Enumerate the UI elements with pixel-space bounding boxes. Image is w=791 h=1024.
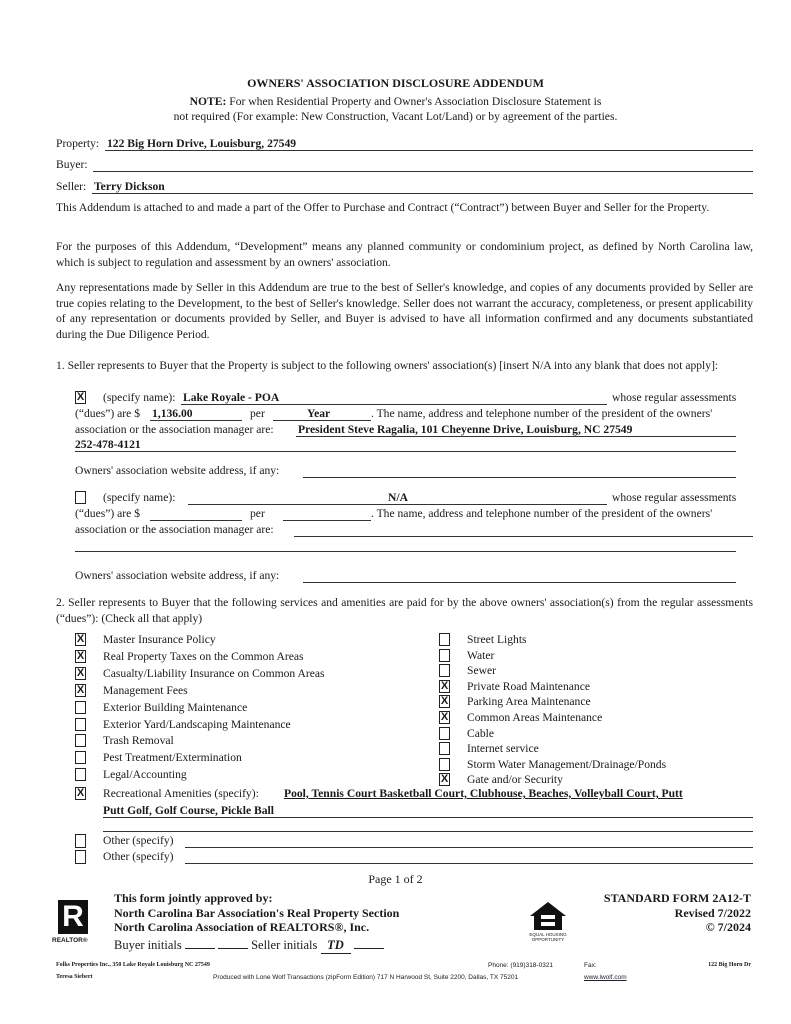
assoc1-phone-field[interactable]: 252-478-4121 xyxy=(75,438,141,451)
recreational-checkbox[interactable]: X xyxy=(76,787,85,799)
service-checkbox[interactable] xyxy=(439,633,450,646)
revised-date: Revised 7/2022 xyxy=(674,906,751,920)
assoc1-per-field[interactable]: Year xyxy=(307,407,331,420)
service-checkbox[interactable]: X xyxy=(76,633,85,645)
property-label: Property: xyxy=(56,137,100,150)
dues-label: (“dues”) are $ xyxy=(75,407,141,420)
service-checkbox[interactable] xyxy=(439,758,450,771)
service-checkbox[interactable]: X xyxy=(76,666,85,679)
fax-info: Fax: xyxy=(584,962,597,969)
service-checkbox[interactable] xyxy=(439,727,450,740)
copyright: © 7/2024 xyxy=(705,920,751,934)
recreational-label: Recreational Amenities (specify): xyxy=(103,787,259,800)
seller-initials-2[interactable] xyxy=(354,948,384,949)
page-number: Page 1 of 2 xyxy=(368,872,423,886)
recreational-field-line1[interactable]: Pool, Tennis Court Basketball Court, Clubhouse, Beaches, Volleyball Court, Putt xyxy=(284,787,683,800)
assoc2-checkbox[interactable] xyxy=(75,491,86,504)
approved-by: This form jointly approved by: xyxy=(114,891,273,905)
seller-initials-1[interactable]: TD xyxy=(321,938,351,954)
specify-label: (specify name): xyxy=(103,491,176,504)
equal-housing-text: EQUAL HOUSING OPPORTUNITY xyxy=(529,932,567,942)
dues-label: (“dues”) are $ xyxy=(75,507,141,520)
org-bar-association: North Carolina Bar Association's Real Property Section xyxy=(114,906,400,920)
section-1-intro: 1. Seller represents to Buyer that the Property is subject to the following owners' association(s) [insert N/A into any blank that does not apply]: xyxy=(56,359,719,372)
service-label: Gate and/or Security xyxy=(467,773,563,787)
note-label: NOTE: xyxy=(189,95,227,108)
service-label: Management Fees xyxy=(103,683,188,697)
service-label: Cable xyxy=(467,726,495,740)
office-info: Folks Properties Inc., 350 Lake Royale Louisburg NC 27549 xyxy=(56,962,210,968)
paragraph-representations: Any representations made by Seller in this Addendum are true to the best of Seller's knowledge, and copies of any documents provided by Seller are true copies relating to the Development, to the best of Seller's knowledge. Seller does not warrant the accuracy, completeness, or present applicability of any representation or documents provided by Seller, and Buyer is advised to have all information confirmed and any documents substantiated during the Due Diligence Period. xyxy=(56,281,753,341)
recreational-field-line2[interactable]: Putt Golf, Golf Course, Pickle Ball xyxy=(103,804,274,817)
service-label: Street Lights xyxy=(467,633,527,646)
service-checkbox[interactable]: X xyxy=(440,773,449,786)
assoc1-dues-field[interactable]: 1,136.00 xyxy=(152,407,193,420)
seller-label: Seller: xyxy=(56,180,87,193)
note-text: For when Residential Property and Owner's Association Disclosure Statement is xyxy=(229,95,602,108)
specify-label: (specify name): xyxy=(103,391,176,404)
service-label: Trash Removal xyxy=(103,734,174,748)
assoc-manager-label: association or the association manager are: xyxy=(75,423,274,436)
seller-field[interactable]: Terry Dickson xyxy=(94,180,165,193)
note-text-2: not required (For example: New Construction, Vacant Lot/Land) or by agreement of the parties. xyxy=(173,110,618,123)
other-checkbox-1[interactable] xyxy=(75,834,86,848)
service-label: Exterior Yard/Landscaping Maintenance xyxy=(103,717,291,731)
seller-initials-label: Seller initials xyxy=(251,938,318,952)
realtor-logo-text: REALTOR® xyxy=(52,937,88,944)
assoc1-checkbox[interactable]: X xyxy=(76,391,85,403)
realtor-logo: R xyxy=(58,900,88,934)
service-checkbox[interactable]: X xyxy=(440,679,449,692)
equal-housing-icon xyxy=(528,900,568,932)
other-label: Other (specify) xyxy=(103,834,174,847)
website-label: Owners' association website address, if any: xyxy=(75,464,280,477)
section-2-intro: 2. Seller represents to Buyer that the following services and amenities are paid for by the above owners' association(s) from the regular assessments (“dues”): (Check all that apply) xyxy=(56,596,753,625)
service-checkbox[interactable]: X xyxy=(440,711,449,723)
service-label: Master Insurance Policy xyxy=(103,633,216,646)
buyer-initials-label: Buyer initials xyxy=(114,938,182,952)
property-field[interactable]: 122 Big Horn Drive, Louisburg, 27549 xyxy=(107,137,297,150)
buyer-label: Buyer: xyxy=(56,158,88,171)
agent-name: Teresa Siebert xyxy=(56,974,93,980)
assoc1-name-field[interactable]: Lake Royale - POA xyxy=(183,391,280,404)
produced-by: Produced with Lone Wolf Transactions (zipForm Edition) 717 N Harwood St, Suite 2200, Dallas, TX 75201 xyxy=(213,974,519,981)
phone-info: Phone: (919)318-0321 xyxy=(488,962,554,969)
service-checkbox[interactable]: X xyxy=(440,695,449,708)
service-label: Exterior Building Maintenance xyxy=(103,700,248,714)
name-address-label: . The name, address and telephone number of the president of the owners' xyxy=(371,507,713,520)
name-address-label: . The name, address and telephone number of the president of the owners' xyxy=(371,407,713,420)
service-checkbox[interactable] xyxy=(75,768,86,781)
assoc2-name-field[interactable]: N/A xyxy=(388,491,408,504)
file-name: 122 Big Horn Dr xyxy=(708,962,751,968)
per-label: per xyxy=(250,407,265,420)
service-checkbox[interactable] xyxy=(75,734,86,747)
website-label: Owners' association website address, if any: xyxy=(75,569,280,582)
page-title: OWNERS' ASSOCIATION DISCLOSURE ADDENDUM xyxy=(247,76,544,90)
other-checkbox-2[interactable] xyxy=(75,850,86,864)
service-checkbox[interactable] xyxy=(439,742,450,755)
service-label: Private Road Maintenance xyxy=(467,679,590,693)
per-label: per xyxy=(250,507,265,520)
paragraph-addendum: This Addendum is attached to and made a part of the Offer to Purchase and Contract (“Contract”) between Buyer and Seller for the Property. xyxy=(56,201,710,214)
buyer-initials-2[interactable] xyxy=(218,948,248,949)
assoc-manager-label: association or the association manager are: xyxy=(75,523,274,536)
service-label: Common Areas Maintenance xyxy=(467,711,603,724)
service-label: Parking Area Maintenance xyxy=(467,695,591,709)
service-label: Legal/Accounting xyxy=(103,768,187,782)
service-checkbox[interactable] xyxy=(75,701,86,714)
whose-label: whose regular assessments xyxy=(612,491,737,504)
paragraph-development: For the purposes of this Addendum, “Development” means any planned community or condominium project, as defined by North Carolina law, which is subject to regulation and assessment by an owners' association. xyxy=(56,240,753,269)
service-checkbox[interactable] xyxy=(75,718,86,731)
service-checkbox[interactable] xyxy=(75,751,86,764)
service-label: Pest Treatment/Extermination xyxy=(103,751,242,765)
service-checkbox[interactable]: X xyxy=(76,683,85,696)
assoc1-president-field[interactable]: President Steve Ragalia, 101 Cheyenne Drive, Louisburg, NC 27549 xyxy=(298,423,633,436)
form-number: STANDARD FORM 2A12-T xyxy=(603,891,751,905)
org-realtors: North Carolina Association of REALTORS®, Inc. xyxy=(114,920,370,934)
service-label: Water xyxy=(467,648,495,662)
service-label: Sewer xyxy=(467,664,496,678)
service-label: Storm Water Management/Drainage/Ponds xyxy=(467,757,667,771)
service-label: Internet service xyxy=(467,742,539,756)
other-label: Other (specify) xyxy=(103,850,174,863)
service-label: Real Property Taxes on the Common Areas xyxy=(103,649,304,663)
service-label: Casualty/Liability Insurance on Common Areas xyxy=(103,666,325,680)
buyer-initials-1[interactable] xyxy=(185,948,215,949)
service-checkbox[interactable] xyxy=(439,664,450,677)
service-checkbox[interactable] xyxy=(439,649,450,662)
whose-label: whose regular assessments xyxy=(612,391,737,404)
lwolf-link[interactable]: www.lwolf.com xyxy=(584,974,627,981)
service-checkbox[interactable]: X xyxy=(76,649,85,662)
